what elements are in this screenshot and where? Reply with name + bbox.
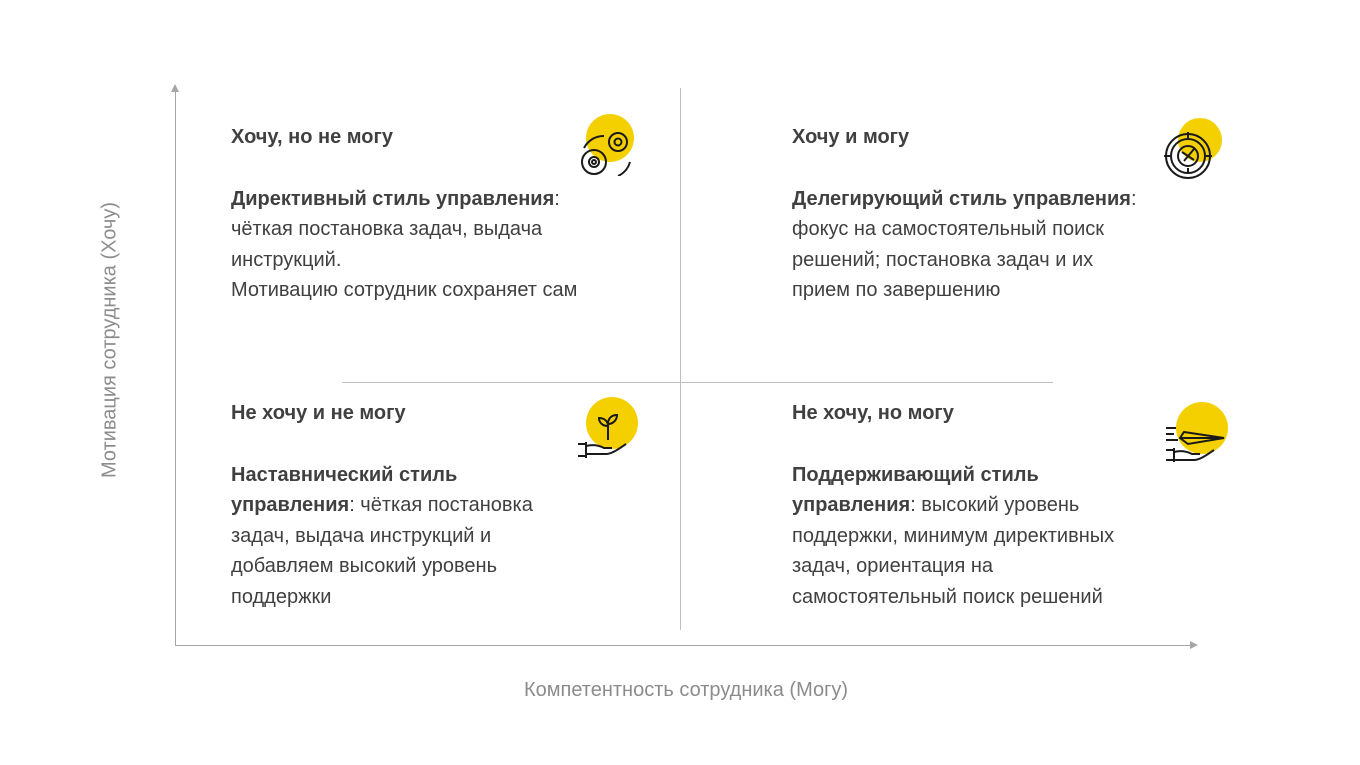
style-desc: : высокий уровень поддержки, минимум директивных задач, ориентация на самостоятельный поиск решений [792, 494, 1115, 608]
style-name: Наставнический стиль управления [231, 463, 458, 516]
quadrant-bottom-right [792, 398, 1157, 612]
x-axis-arrow-icon [1190, 641, 1198, 649]
y-axis [175, 90, 176, 646]
quadrant-title: Хочу и могу [792, 126, 910, 148]
compass-icon [1158, 116, 1222, 180]
quadrant-title: Не хочу и не могу [231, 402, 406, 424]
hand-plane-icon [1164, 400, 1228, 464]
y-axis-label: Мотивация сотрудника (Хочу) [98, 201, 121, 479]
style-name: Директивный стиль управления [231, 187, 555, 210]
style-desc: : чёткая постановка задач, выдача инструкций. [231, 187, 560, 271]
horizontal-divider [342, 382, 1053, 383]
style-desc: : фокус на самостоятельный поиск решений; постановка задач и их прием по завершению [792, 187, 1137, 301]
x-axis [175, 645, 1191, 646]
style-desc: : чёткая постановка задач, выдача инструкций и добавляем высокий уровень поддержки [231, 494, 533, 608]
style-name: Поддерживающий стиль управления [792, 463, 1039, 516]
hand-sprout-icon [574, 396, 638, 460]
quadrant-top-right [792, 122, 1152, 306]
x-axis-label: Компетентность сотрудника (Могу) [523, 679, 849, 701]
y-axis-arrow-icon [171, 84, 179, 92]
style-note: Мотивацию сотрудник сохраняет сам [231, 279, 578, 301]
quadrant-title: Не хочу, но могу [792, 402, 954, 424]
quadrant-title: Хочу, но не могу [231, 126, 393, 148]
gears-icon [574, 112, 638, 176]
style-name: Делегирующий стиль управления [792, 187, 1131, 210]
vertical-divider [680, 88, 681, 630]
quadrant-bottom-left [231, 398, 586, 612]
quadrant-top-left [231, 122, 621, 306]
